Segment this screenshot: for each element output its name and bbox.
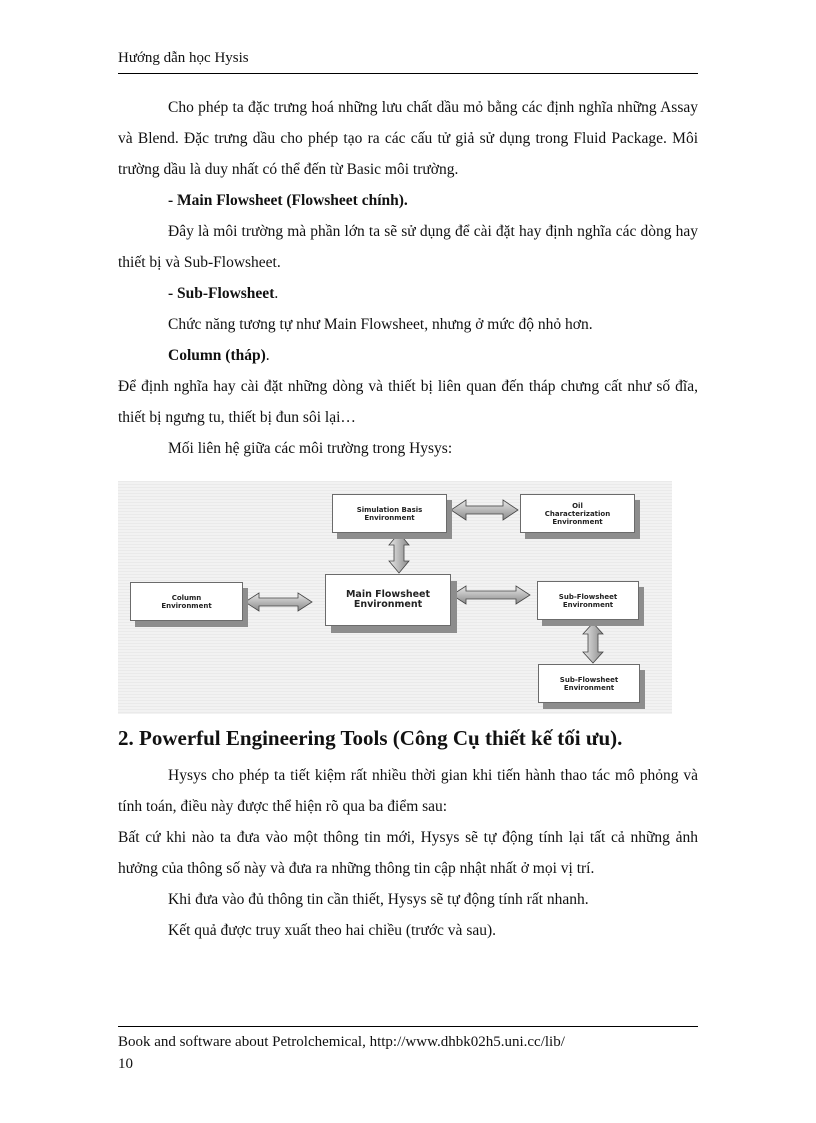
- oil-environment-paragraph: Cho phép ta đặc trưng hoá những lưu chất dầu mỏ bằng các định nghĩa những Assay và Blend. Đặc trưng dầu cho phép tạo ra các cấu tử giả sử dụng trong Fluid Package. Môi trường dầu là duy nhất có thể đến từ Basic môi trường.: [118, 99, 698, 178]
- environment-diagram: [118, 481, 672, 714]
- page-header: Hướng dẫn học Hysis: [118, 50, 249, 66]
- section-2-paragraph-4: Kết quả được truy xuất theo hai chiều (trước và sau).: [168, 922, 497, 939]
- header-divider: [118, 73, 698, 74]
- main-flowsheet-heading-text: - Main Flowsheet (Flowsheet chính).: [168, 192, 408, 209]
- simulation-basis-box: Simulation Basis Environment: [332, 494, 447, 533]
- column-paragraph: Để định nghĩa hay cài đặt những dòng và thiết bị liên quan đến tháp chưng cất như số đĩa, thiết bị ngưng tu, thiết bị đun sôi lại…: [118, 378, 698, 426]
- sub-flowsheet-box-1: Sub-Flowsheet Environment: [537, 581, 639, 620]
- sub-flowsheet-box-2: Sub-Flowsheet Environment: [538, 664, 640, 703]
- column-environment-box: Column Environment: [130, 582, 243, 621]
- sub-flowsheet-heading: - Sub-Flowsheet.: [168, 285, 279, 302]
- footer-source: Book and software about Petrolchemical, http://www.dhbk02h5.uni.cc/lib/: [118, 1034, 565, 1050]
- footer-divider: [118, 1026, 698, 1027]
- intro-section: [118, 92, 698, 464]
- main-flowsheet-heading: [118, 185, 698, 216]
- section-2-paragraph-2: Bất cứ khi nào ta đưa vào một thông tin mới, Hysys sẽ tự động tính lại tất cả những ảnh hưởng của thông số này và đưa ra những thông tin cập nhật nhất ở mọi vị trí.: [118, 829, 698, 877]
- relation-paragraph: Mối liên hệ giữa các môi trường trong Hysys:: [168, 440, 453, 457]
- column-heading-text: Column (tháp): [168, 347, 266, 364]
- section-2-paragraph-1: Hysys cho phép ta tiết kiệm rất nhiều thời gian khi tiến hành thao tác mô phỏng và tính toán, điều này được thể hiện rõ qua ba điểm sau:: [118, 767, 698, 815]
- section-2-paragraph-3: Khi đưa vào đủ thông tin cần thiết, Hysys sẽ tự động tính rất nhanh.: [168, 891, 589, 908]
- page-footer: [118, 1031, 698, 1075]
- section-2-body: [118, 760, 698, 946]
- page-number: 10: [118, 1056, 133, 1072]
- sub-flowsheet-paragraph: Chức năng tương tự như Main Flowsheet, nhưng ở mức độ nhỏ hơn.: [168, 316, 593, 333]
- section-2-title: 2. Powerful Engineering Tools (Công Cụ thiết kế tối ưu).: [118, 726, 623, 750]
- main-flowsheet-paragraph: Đây là môi trường mà phần lớn ta sẽ sử dụng để cài đặt hay định nghĩa các dòng hay thiết bị và Sub-Flowsheet.: [118, 223, 698, 271]
- sub-flowsheet-heading-text: - Sub-Flowsheet: [168, 285, 275, 302]
- oil-characterization-box: Oil Characterization Environment: [520, 494, 635, 533]
- column-heading: Column (tháp).: [168, 347, 270, 364]
- main-flowsheet-box: Main Flowsheet Environment: [325, 574, 451, 626]
